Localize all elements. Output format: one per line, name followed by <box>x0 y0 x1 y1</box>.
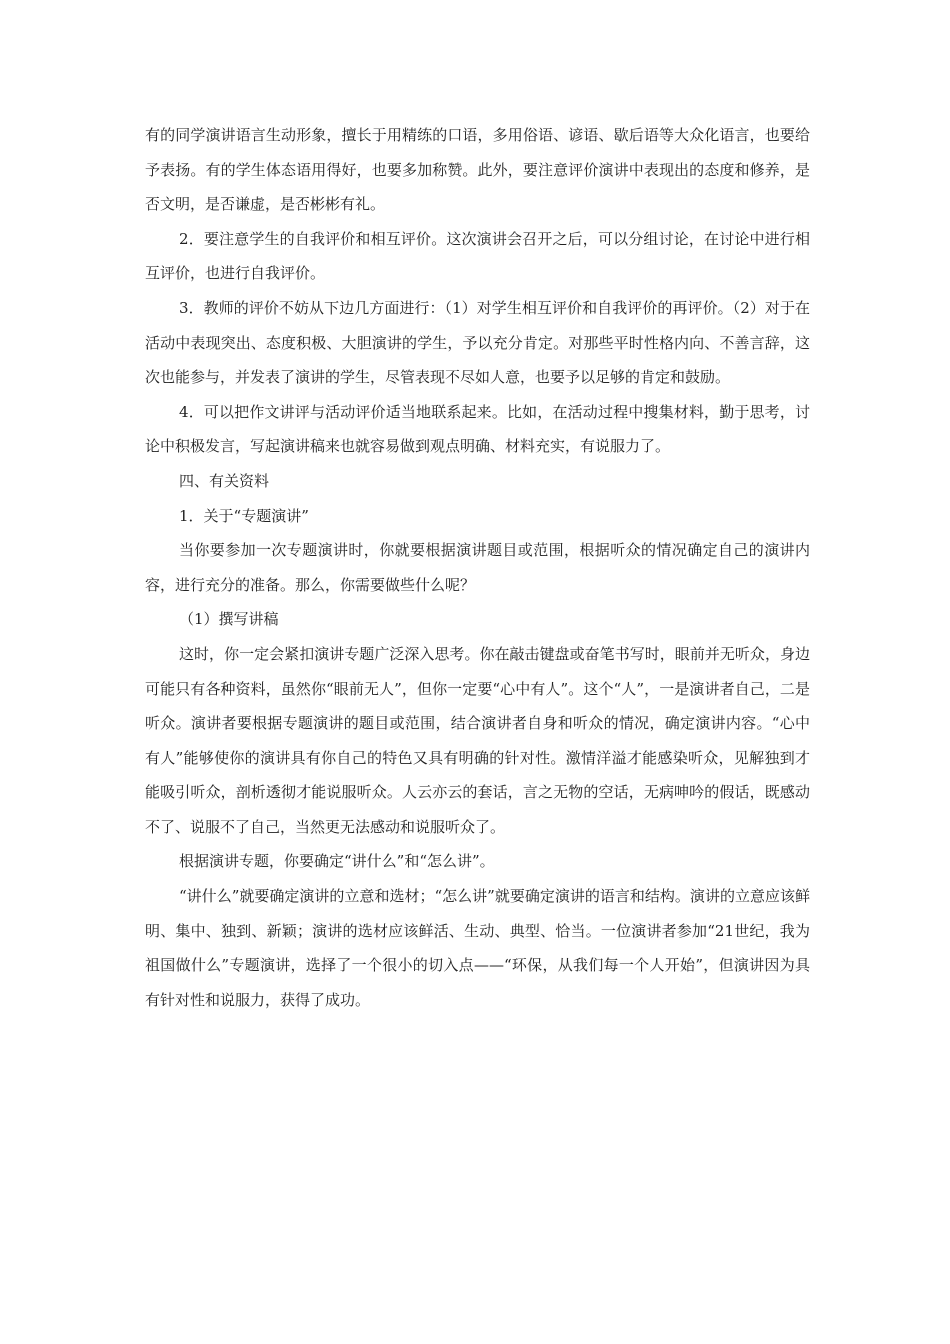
document-body <box>145 118 810 1017</box>
paragraph-what-and-how: 根据演讲专题，你要确定“讲什么”和“怎么讲”。 <box>179 852 495 871</box>
subheading-topic-speech: 1．关于“专题演讲” <box>179 506 309 525</box>
paragraph-point-3: 3．教师的评价不妨从下边几方面进行：（1）对学生相互评价和自我评价的再评价。（2）对于在活动中表现突出、态度积极、大胆演讲的学生，予以充分肯定。对那些平时性格内向、不善言辞，这次也能参与，并发表了演讲的学生，尽管表现不尽如人意，也要予以足够的肯定和鼓励。 <box>145 298 810 387</box>
paragraph-point-2: 2．要注意学生的自我评价和相互评价。这次演讲会召开之后，可以分组讨论，在讨论中进行相互评价，也进行自我评价。 <box>145 229 810 283</box>
paragraph-point-4: 4．可以把作文讲评与活动评价适当地联系起来。比如，在活动过程中搜集材料，勤于思考，讨论中积极发言，写起演讲稿来也就容易做到观点明确、材料充实，有说服力了。 <box>145 402 810 456</box>
paragraph-topic-speech-intro: 当你要参加一次专题演讲时，你就要根据演讲题目或范围，根据听众的情况确定自己的演讲内容，进行充分的准备。那么，你需要做些什么呢？ <box>145 541 810 594</box>
paragraph-theme-and-material: “讲什么”就要确定演讲的立意和选材；“怎么讲”就要确定演讲的语言和结构。演讲的立意应该鲜明、集中、独到、新颖；演讲的选材应该鲜活、生动、典型、恰当。一位演讲者参加“21世纪，我为祖国做什么”专题演讲，选择了一个很小的切入点——“环保，从我们每一个人开始”，但演讲因为具有针对性和说服力，获得了成功。 <box>145 887 810 1009</box>
subheading-write-draft: （1）撰写讲稿 <box>179 610 279 629</box>
section-heading-related-materials: 四、有关资料 <box>179 471 270 490</box>
paragraph-evaluation-language: 有的同学演讲语言生动形象，擅长于用精练的口语，多用俗语、谚语、歇后语等大众化语言，也要给予表扬。有的学生体态语用得好，也要多加称赞。此外，要注意评价演讲中表现出的态度和修养，是否文明，是否谦虚，是否彬彬有礼。 <box>145 126 810 214</box>
paragraph-write-draft: 这时，你一定会紧扣演讲专题广泛深入思考。你在敲击键盘或奋笔书写时，眼前并无听众，身边可能只有各种资料，虽然你“眼前无人”，但你一定要“心中有人”。这个“人”，一是演讲者自己，二是听众。演讲者要根据专题演讲的题目或范围，结合演讲者自身和听众的情况，确定演讲内容。“心中有人”能够使你的演讲具有你自己的特色又具有明确的针对性。激情洋溢才能感染听众，见解独到才能吸引听众，剖析透彻才能说服听众。人云亦云的套话，言之无物的空话，无病呻吟的假话，既感动不了、说服不了自己，当然更无法感动和说服听众了。 <box>145 644 810 836</box>
